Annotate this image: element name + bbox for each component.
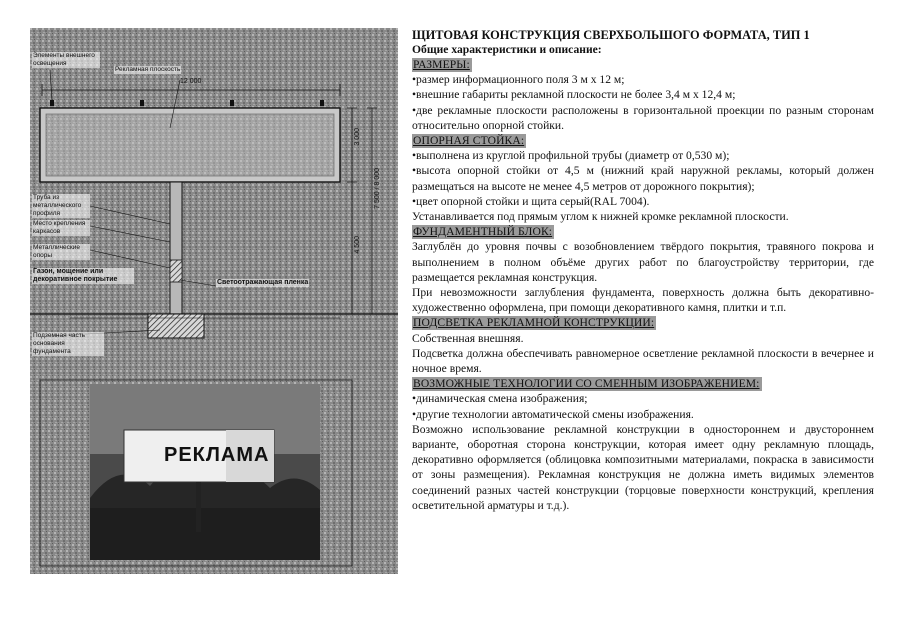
dim-post-height: 4 500 [354,236,361,254]
sizes-line: •внешние габариты рекламной плоскости не более 3,4 м х 12,4 м; [412,88,736,102]
dim-total-height: 7 500 / 8 000 [374,168,381,209]
label-reflective-film: Светоотражающая пленка [217,279,309,286]
section-heading-technologies: ВОЗМОЖНЫЕ ТЕХНОЛОГИИ СО СМЕННЫМ ИЗОБРАЖЕНИЕМ: [413,377,760,391]
support-line: •цвет опорной стойки и щита серый(RAL 7004). [412,194,650,208]
billboard-drawing [30,28,398,574]
label-cladding: Место крепления каркасов [32,220,90,236]
technologies-line: Возможно использование рекламной конструкции в одностороннем и двустороннем варианте, оборотная сторона конструкции, которая имеет одну рекламную площадь, декоративно оформляется (облицовка композитными материалами, покраска в зависимости от зоны размещения). Рекламная конструкция не должна иметь видимых элементов соединений разных частей конструкции (торцовые поверхности конструкций, крепления осветительной арматуры и т.д.). [412,422,874,512]
section-heading-support: ОПОРНАЯ СТОЙКА: [413,134,525,148]
technologies-line: •другие технологии автоматической смены изображения. [412,407,694,421]
description-column [412,28,874,513]
photo-billboard-text: РЕКЛАМА [164,444,270,466]
lighting-line: Собственная внешняя. [412,331,524,345]
label-ad-plane: Рекламная плоскость [115,66,181,73]
page-title: ЩИТОВАЯ КОНСТРУКЦИЯ СВЕРХБОЛЬШОГО ФОРМАТА, ТИП 1 [412,28,810,42]
label-metal-pipe: Труба из металлического профиля [32,194,90,218]
billboard-photo [90,384,320,560]
section-heading-foundation: ФУНДАМЕНТНЫЙ БЛОК: [413,225,553,239]
dim-width: 12 000 [180,78,202,85]
label-lawn: Газон, мощение или декоративное покрытие [32,268,134,284]
support-post-shape [170,182,182,314]
section-heading-sizes: РАЗМЕРЫ: [413,58,470,71]
label-lighting-elements: Элементы внешнего освещения [32,52,100,68]
support-line: •выполнена из круглой профильной трубы (диаметр от 0,530 м); [412,149,730,163]
foundation-line: Заглублён до уровня почвы с возобновлением твёрдого покрытия, травяного покрова и выполнением в полном объёме других работ по благоустройству территории, где размещается рекламная конструкция. [412,240,874,284]
technologies-line: •динамическая смена изображения; [412,392,588,406]
lighting-line: Подсветка должна обеспечивать равномерное осветление рекламной плоскости в вечернее и ночное время. [412,346,874,376]
foundation-line: При невозможности заглубления фундамента, поверхность должна быть декоративно-художественно оформлена, при помощи декоративного камня, плитки и т.п. [412,286,874,315]
section-heading-lighting: ПОДСВЕТКА РЕКЛАМНОЙ КОНСТРУКЦИИ: [413,316,655,330]
dim-panel-height: 3 000 [354,128,361,146]
label-metal-support: Металлические опоры [32,244,90,260]
sizes-line: •две рекламные плоскости расположены в горизонтальной проекции по разным сторонам относительно опорной стойки. [412,103,874,132]
label-foundation: Подземная часть основания фундамента [32,332,104,356]
sizes-line: •размер информационного поля 3 м х 12 м; [412,73,625,87]
technical-drawing-panel [30,28,398,574]
support-line: •высота опорной стойки от 4,5 м (нижний край наружной рекламы, который должен размещаться на высоте не менее 4,5 метров от дорожного покрытия); [412,164,874,193]
support-line: Устанавливается под прямым углом к нижней кромке рекламной плоскости. [412,210,789,224]
page-subtitle: Общие характеристики и описание: [412,43,602,56]
